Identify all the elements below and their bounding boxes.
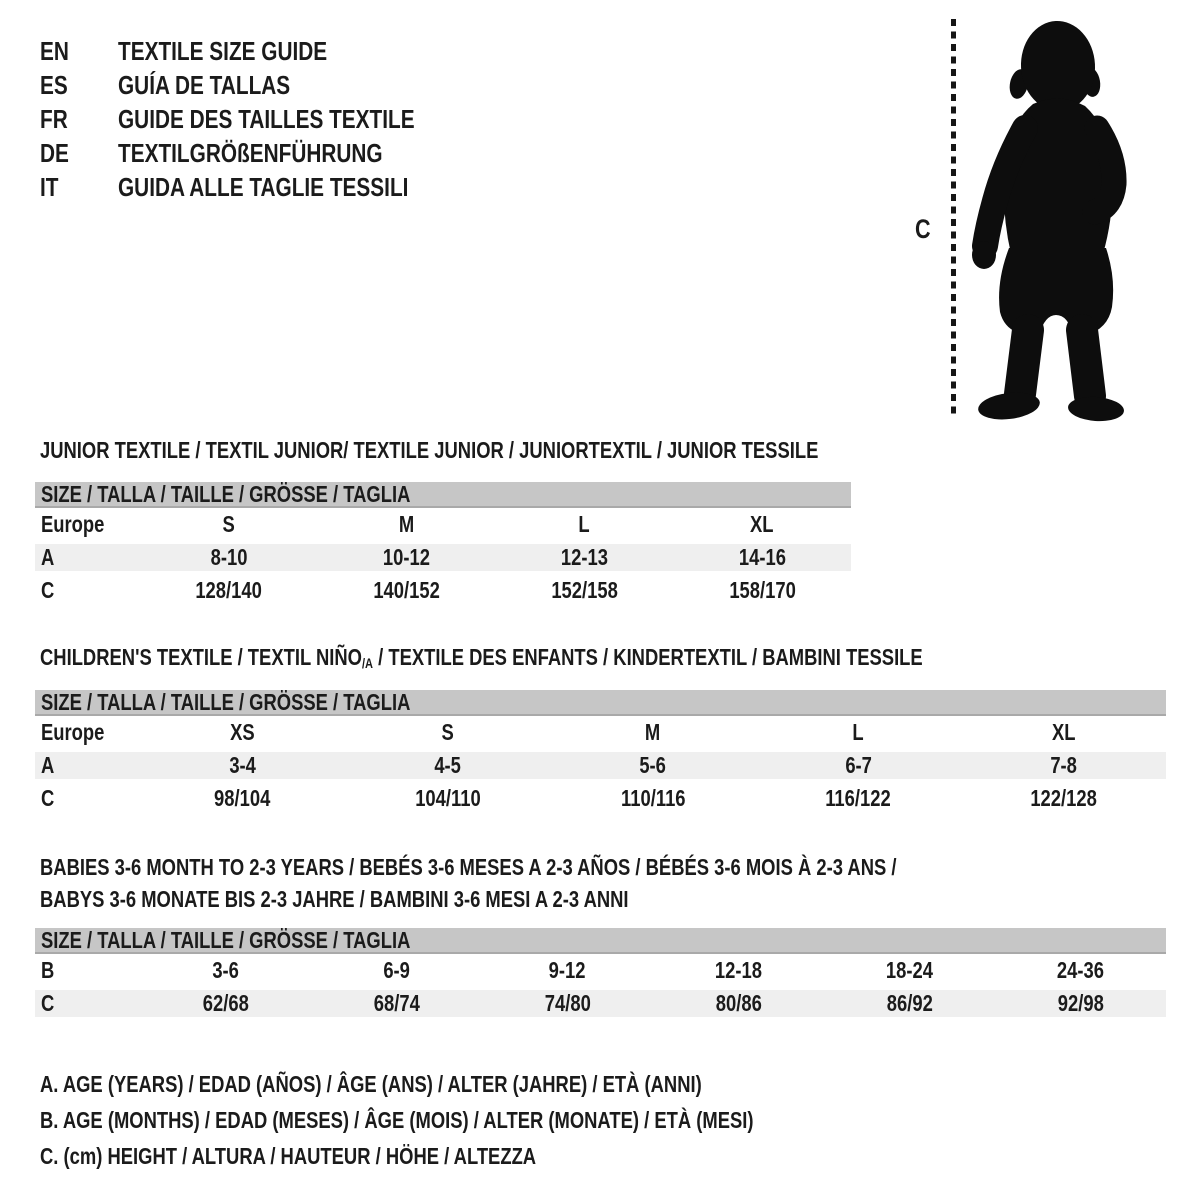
- language-row-fr: [40, 102, 489, 136]
- babies-heading-line1: BABIES 3-6 MONTH TO 2-3 YEARS / BEBÉS 3-6 MESES A 2-3 AÑOS / BÉBÉS 3-6 MOIS À 2-3 ANS /: [40, 854, 897, 880]
- table-row-age-months: [35, 954, 1166, 987]
- size-cell: L: [852, 719, 864, 745]
- table-row-europe: [35, 508, 851, 541]
- table-row-europe: [35, 716, 1166, 749]
- language-title-list: [40, 34, 489, 204]
- row-label: Europe: [41, 511, 105, 537]
- value-cell: 14-16: [738, 544, 786, 570]
- size-header-label: SIZE / TALLA / TAILLE / GRÖSSE / TAGLIA: [41, 480, 411, 507]
- value-cell: 6-9: [383, 957, 410, 983]
- value-cell: 5-6: [639, 752, 667, 778]
- size-cell: M: [398, 511, 415, 537]
- size-cell: XL: [750, 511, 774, 537]
- size-cell: L: [578, 511, 590, 537]
- size-cell: XL: [1051, 719, 1076, 745]
- language-row-es: [40, 68, 489, 102]
- legend-line-a: A. AGE (YEARS) / EDAD (AÑOS) / ÂGE (ANS) / ALTER (JAHRE) / ETÀ (ANNI): [40, 1071, 702, 1097]
- babies-section-heading: [40, 851, 1111, 915]
- language-code: EN: [40, 36, 69, 66]
- value-cell: 128/140: [195, 577, 263, 603]
- language-code: FR: [40, 104, 68, 134]
- value-cell: 18-24: [885, 957, 934, 983]
- junior-section-heading: JUNIOR TEXTILE / TEXTIL JUNIOR/ TEXTILE JUNIOR / JUNIORTEXTIL / JUNIOR TESSILE: [40, 437, 819, 463]
- babies-heading-line2: BABYS 3-6 MONATE BIS 2-3 JAHRE / BAMBINI 3-6 MESI A 2-3 ANNI: [40, 886, 629, 912]
- table-header-bar: [35, 928, 1166, 954]
- language-row-en: [40, 34, 489, 68]
- value-cell: 24-36: [1056, 957, 1105, 983]
- row-label: B: [41, 957, 55, 983]
- language-code: IT: [40, 172, 59, 202]
- value-cell: 12-18: [714, 957, 763, 983]
- value-cell: 10-12: [383, 544, 431, 570]
- row-label: C: [41, 990, 55, 1016]
- baby-silhouette-icon: [965, 16, 1140, 424]
- value-cell: 110/116: [620, 785, 686, 811]
- table-row-age: [35, 541, 851, 574]
- value-cell: 152/158: [551, 577, 618, 603]
- height-measure-dashed-line: [951, 19, 956, 418]
- language-title: TEXTILE SIZE GUIDE: [118, 36, 328, 66]
- value-cell: 6-7: [844, 752, 872, 778]
- language-row-de: [40, 136, 489, 170]
- babies-size-table: [35, 928, 1166, 1020]
- value-cell: 3-6: [212, 957, 239, 983]
- row-label: A: [41, 752, 55, 778]
- value-cell: 3-4: [229, 752, 256, 778]
- language-title: GUÍA DE TALLAS: [118, 70, 291, 100]
- table-row-age: [35, 749, 1166, 782]
- language-title: GUIDE DES TAILLES TEXTILE: [118, 104, 415, 134]
- table-row-height: [35, 574, 851, 607]
- size-cell: S: [222, 511, 236, 537]
- language-title: TEXTILGRÖßENFÜHRUNG: [118, 138, 383, 168]
- table-header-bar: [35, 482, 851, 508]
- value-cell: 7-8: [1050, 752, 1077, 778]
- row-label: C: [41, 785, 55, 811]
- table-row-height: [35, 782, 1166, 815]
- size-cell: XS: [230, 719, 255, 745]
- junior-size-table: [35, 482, 851, 607]
- value-cell: 98/104: [214, 785, 271, 811]
- row-label: C: [41, 577, 55, 603]
- value-cell: 62/68: [202, 990, 249, 1016]
- value-cell: 92/98: [1057, 990, 1104, 1016]
- size-cell: S: [441, 719, 454, 745]
- height-measure-label: C: [915, 214, 931, 244]
- value-cell: 9-12: [549, 957, 586, 983]
- language-row-it: [40, 170, 489, 204]
- language-title: GUIDA ALLE TAGLIE TESSILI: [118, 172, 409, 202]
- value-cell: 12-13: [560, 544, 608, 570]
- value-cell: 8-10: [210, 544, 248, 570]
- language-code: DE: [40, 138, 69, 168]
- row-label: Europe: [41, 719, 105, 745]
- legend-line-c: C. (cm) HEIGHT / ALTURA / HAUTEUR / HÖHE / ALTEZZA: [40, 1143, 537, 1169]
- children-section-heading: CHILDREN'S TEXTILE / TEXTIL NIÑO/A / TEXTILE DES ENFANTS / KINDERTEXTIL / BAMBINI TESSILE: [40, 644, 923, 672]
- language-code: ES: [40, 70, 68, 100]
- size-cell: M: [645, 719, 661, 745]
- children-size-table: [35, 690, 1166, 815]
- value-cell: 104/110: [415, 785, 481, 811]
- value-cell: 122/128: [1030, 785, 1097, 811]
- legend-line-b: B. AGE (MONTHS) / EDAD (MESES) / ÂGE (MOIS) / ALTER (MONATE) / ETÀ (MESI): [40, 1107, 754, 1133]
- legend-block: [40, 1066, 932, 1174]
- size-header-label: SIZE / TALLA / TAILLE / GRÖSSE / TAGLIA: [41, 926, 411, 953]
- value-cell: 68/74: [373, 990, 420, 1016]
- value-cell: 80/86: [715, 990, 762, 1016]
- value-cell: 116/122: [825, 785, 891, 811]
- value-cell: 4-5: [434, 752, 462, 778]
- table-row-height: [35, 987, 1166, 1020]
- value-cell: 74/80: [544, 990, 591, 1016]
- value-cell: 158/170: [728, 577, 796, 603]
- value-cell: 140/152: [373, 577, 440, 603]
- value-cell: 86/92: [886, 990, 933, 1016]
- row-label: A: [41, 544, 55, 570]
- table-header-bar: [35, 690, 1166, 716]
- size-header-label: SIZE / TALLA / TAILLE / GRÖSSE / TAGLIA: [41, 688, 411, 715]
